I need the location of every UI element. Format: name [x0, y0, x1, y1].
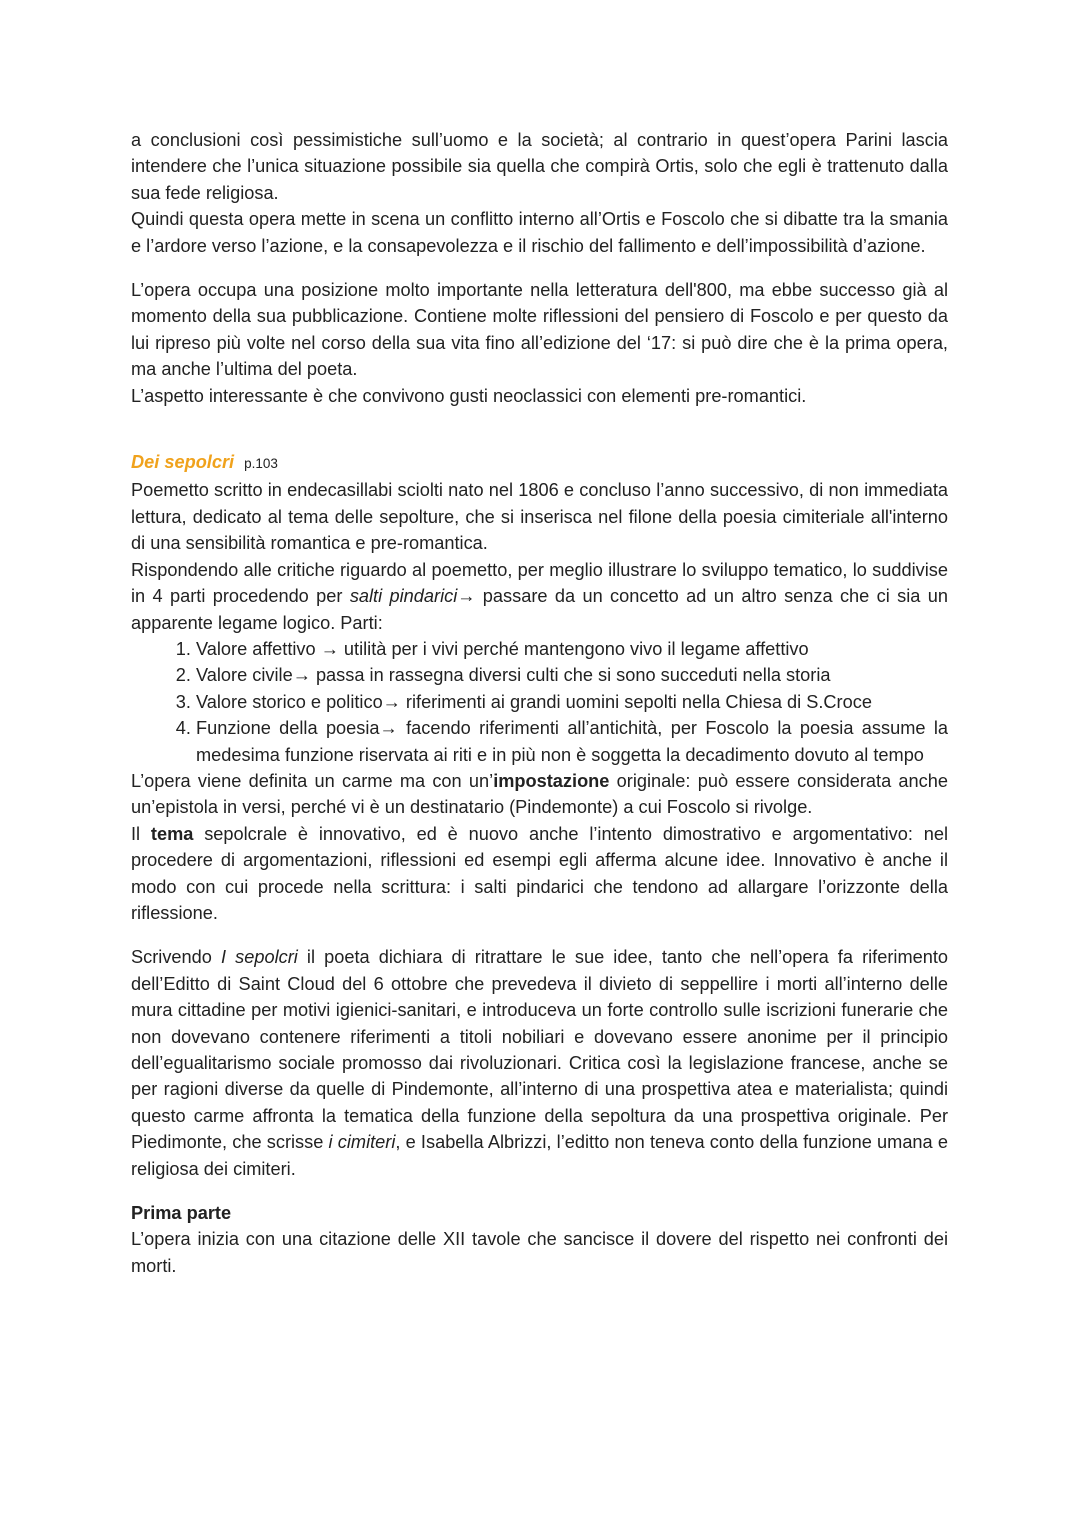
italic-title: i cimiteri	[328, 1132, 396, 1153]
text-run: originale: può essere considerata anche un’epistola in versi, perché vi è un destinatario (Pindemonte) a cui Foscolo si rivolge.	[131, 770, 948, 818]
text-run: , e Isabella Albrizzi, l’editto non teneva conto della funzione umana e religiosa dei cimiteri.	[131, 1132, 948, 1179]
list-item: 2. Valore civile→ passa in rassegna diversi culti che si sono succeduti nella storia	[196, 662, 948, 688]
section-paragraph-6: L’opera inizia con una citazione delle XII tavole che sancisce il dovere del rispetto nei confronti dei morti.	[131, 1229, 948, 1276]
spacer	[131, 409, 948, 449]
text-run: → passare da un concetto ad un altro senza che ci sia un apparente legame logico. Parti:	[131, 586, 948, 633]
text-run: Rispondendo alle critiche riguardo al poemetto, per meglio illustrare lo sviluppo tematico, lo suddivise in 4 parti procedendo per	[131, 559, 948, 607]
section-title: Dei sepolcri	[131, 452, 235, 473]
text-run: sepolcrale è innovativo, ed è nuovo anche l’intento dimostrativo e argomentativo: nel procedere di argomentazioni, riflessioni ed esempi egli afferma alcune idee. Innovativo è anche il modo con cui procede nella scrittura: i salti pindarici che tendono ad allargare l’orizzonte della riflessione.	[131, 823, 948, 923]
text-run: L’opera viene definita un carme ma con un’	[131, 770, 494, 791]
spacer	[131, 259, 948, 277]
intro-paragraph-1: a conclusioni così pessimistiche sull’uomo e la società; al contrario in quest’opera Parini lascia intendere che l’unica situazione possibile sia quella che compirà Ortis, solo che egli è trattenuto dalla sua fede religiosa.	[131, 130, 948, 203]
page-reference: p.103	[244, 456, 278, 472]
text-run: il poeta dichiara di ritrattare le sue idee, tanto che nell’opera fa riferimento dell’Editto di Saint Cloud del 6 ottobre che prevedeva il divieto di seppellire i morti all’interno delle mura cittadine per motivi igienici-sanitari, e introduceva un forte controllo sulle iscrizioni funerarie che non dovevano contenere riferimenti a titoli nobiliari e dovevano essere anonime per il principio dell’egualitarismo sociale promosso dai rivoluzionari. Critica così la legislazione francese, anche se per ragioni diverse da quelle di Pindemonte, all’interno di una prospettiva atea e materialista; quindi questo carme affronta la tematica della funzione della sepoltura da una prospettiva originale. Per Piedimonte, che scrisse	[131, 947, 948, 1153]
section-paragraph-1: Poemetto scritto in endecasillabi sciolti nato nel 1806 e concluso l’anno successivo, di non immediata lettura, dedicato al tema delle sepolture, che si inserisca nel filone della poesia cimiteriale all'interno di una sensibilità romantica e pre-romantica.	[131, 480, 948, 554]
list-item: 1. Valore affettivo → utilità per i vivi perché mantengono vivo il legame affettivo	[196, 636, 948, 662]
list-item: 3. Valore storico e politico→ riferimenti ai grandi uomini sepolti nella Chiesa di S.Croce	[196, 689, 948, 715]
intro-paragraph-3: L’opera occupa una posizione molto importante nella letteratura dell'800, ma ebbe successo già al momento della sua pubblicazione. Contiene molte riflessioni del pensiero di Foscolo e per questo da lui ripreso più volte nel corso della sua vita fino all’edizione del ‘17: si può dire che è la prima opera, ma anche l’ultima del poeta.	[131, 280, 948, 380]
bold-term: tema	[150, 823, 194, 844]
section-paragraph-3	[131, 768, 948, 821]
text-run: Scrivendo	[131, 947, 221, 968]
bold-term: impostazione	[493, 770, 610, 791]
text-run: Il	[131, 823, 151, 844]
section-paragraph-4	[131, 821, 948, 927]
spacer	[131, 926, 948, 944]
section-heading	[131, 449, 948, 477]
intro-paragraph-2: Quindi questa opera mette in scena un conflitto interno all’Ortis e Foscolo che si dibatte tra la smania e l’ardore verso l’azione, e la consapevolezza e il rischio del fallimento e dell’impossibilità d’azione.	[131, 209, 948, 256]
subheading-prima-parte: Prima parte	[131, 1203, 232, 1224]
spacer	[131, 1182, 948, 1200]
list-item: 4. Funzione della poesia→ facendo riferimenti all’antichità, per Foscolo la poesia assume la medesima funzione riservata ai riti e in più non è soggetta la decadimento dovuto al tempo	[196, 715, 948, 768]
italic-title: I sepolcri	[220, 947, 298, 968]
intro-paragraph-4: L’aspetto interessante è che convivono gusti neoclassici con elementi pre-romantici.	[131, 385, 807, 406]
parts-list	[131, 636, 948, 768]
section-paragraph-5	[131, 944, 948, 1182]
document-content	[131, 127, 948, 1279]
italic-term: salti pindarici	[349, 586, 458, 607]
section-paragraph-2	[131, 557, 948, 636]
